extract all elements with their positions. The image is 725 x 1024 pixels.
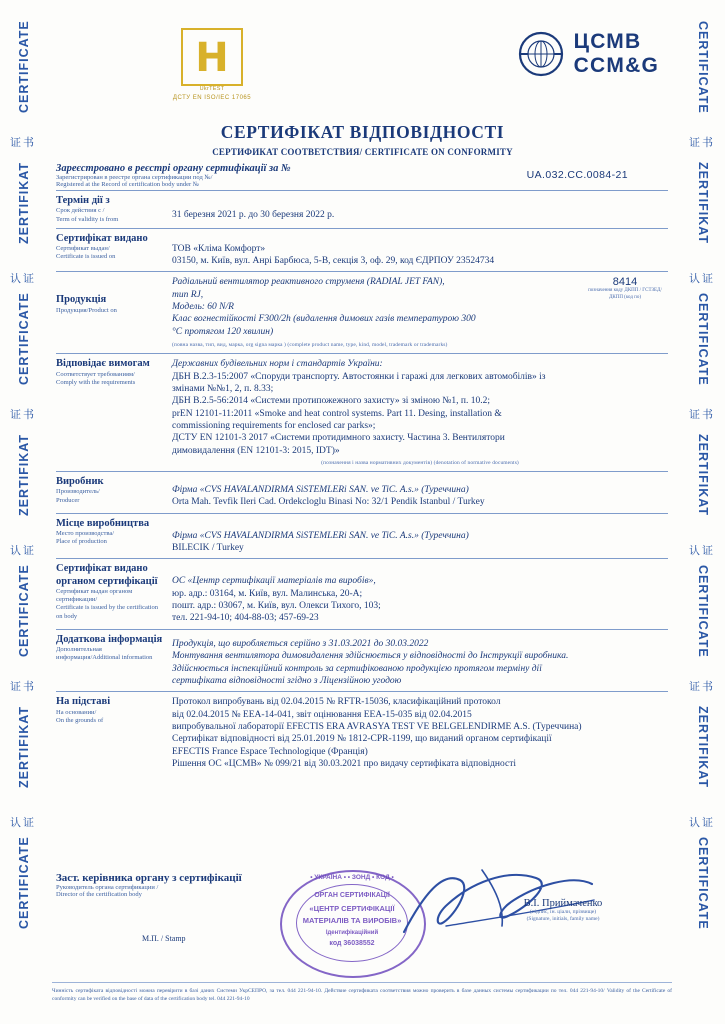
border-cjk: 证书 — [689, 136, 715, 149]
additional-info-row — [56, 634, 668, 687]
divider — [56, 629, 668, 630]
conformity-line: ДБН В.2.5-56:2014 «Системи протипожежного захисту» зі зміною №1, п. 10.2; — [172, 396, 490, 407]
registration-label-en: Registered at the Record of certification body under № — [56, 181, 200, 188]
divider — [56, 558, 668, 559]
signature-label — [56, 872, 668, 898]
border-word: CERTIFICATE — [17, 292, 31, 385]
issuing-body-label — [56, 563, 172, 620]
additional-info-line: сертифіката відповідності згідно з Ліцензійною угодою — [172, 675, 402, 686]
issuing-body-row — [56, 563, 668, 624]
conformity-line: димовидалення (EN 12101-3: 2015, IDT)» — [172, 445, 340, 456]
issuing-body-label-ua: Сертифікат видано органом сертифікації — [56, 563, 158, 587]
product-label — [56, 276, 172, 315]
grounds-row — [56, 696, 668, 770]
manufacturer-label-ua: Виробник — [56, 476, 104, 488]
page-subtitle: СЕРТИФИКАТ СООТВЕТСТВИЯ/ CERTIFICATE ON CONFORMITY — [212, 147, 513, 157]
border-cjk: 证书 — [10, 680, 36, 693]
certification-body-name — [574, 30, 659, 77]
border-word: ZERTIFIKAT — [696, 706, 710, 788]
border-word: CERTIFICATE — [696, 837, 710, 930]
border-word: ZERTIFIKAT — [17, 434, 31, 516]
border-cjk: 认证 — [689, 272, 715, 285]
production-place-line: BILECIK / Turkey — [172, 543, 244, 554]
issued-to-label-ru: Сертификат выдан/ — [56, 245, 110, 252]
product-line: тип RJ, — [172, 289, 204, 300]
manufacturer-value — [172, 476, 668, 509]
stamp-top-text: • УКРАЇНА • • ЗОНД • КОД • — [310, 874, 394, 881]
stamp-line-1: ОРГАН СЕРТИФІКАЦІЇ — [314, 892, 390, 899]
border-word: CERTIFICATE — [17, 20, 31, 113]
grounds-value — [172, 696, 668, 770]
conformity-line: ДБН В.2.3-15:2007 «Споруди транспорту. Автостоянки і гаражі для легкових автомобілів» із — [172, 371, 546, 382]
issuing-body-line: юр. адр.: 03164, м. Київ, вул. Малинська, 20-А; — [172, 588, 363, 599]
additional-info-line: Монтування вентилятора димовидалення здійснюється у відповідності до Інструкції виробника. — [172, 651, 569, 662]
additional-info-line: Здійснюється інспекційний контроль за сертифікованою продукцією протягом терміну дії — [172, 663, 542, 674]
signature-area — [56, 872, 668, 960]
registration-block — [56, 163, 668, 188]
issuing-body-line: ОС «Центр сертифікації матеріалів та виробів», — [172, 576, 376, 587]
issuing-body-label-en: Certificate is issued by the certification on body — [56, 604, 158, 620]
signature-label-ua: Заст. керівника органу з сертифікації — [56, 872, 242, 884]
product-line: Клас вогнестійкості F300/2h (видалення димових газів температурою 300 — [172, 314, 476, 325]
production-place-value — [172, 518, 668, 555]
product-note: (повна назва, тип, вид, марка, org signa марка ) (complete product name, type, kind, model, trademark or trademarks) — [172, 342, 448, 349]
border-word: ZERTIFIKAT — [17, 162, 31, 244]
conformity-line: ДСТУ EN 12101-3 2017 «Системи протидимного захисту. Частина 3. Вентилятори — [172, 433, 505, 444]
validity-label-en: Term of validity is from — [56, 215, 119, 223]
conformity-row — [56, 358, 668, 467]
validity-label-ua: Термін дії з — [56, 195, 110, 206]
issuing-body-line: пошт. адр.: 03067, м. Київ, вул. Олекси Тихого, 103; — [172, 601, 381, 612]
manufacturer-line: Orta Mah. Tevfik Ileri Cad. Ordekcloglu Binasi No: 32/1 Pendik Istanbul / Turkey — [172, 497, 485, 508]
grounds-line: Рішення ОС «ЦСМВ» № 099/21 від 30.03.2021 про видачу сертифіката відповідності — [172, 758, 517, 769]
conformity-label-ru: Соответствует требованиям/ — [56, 370, 135, 378]
conformity-label-ua: Відповідає вимогам — [56, 358, 150, 370]
grounds-line: EFECTIS France Espace Technologique (Франція) — [172, 746, 368, 757]
validity-label — [56, 195, 172, 224]
validity-value: 31 березня 2021 р. до 30 березня 2022 р. — [172, 210, 335, 220]
signatory-caption-en: (Signature, initials, family name) — [526, 916, 600, 923]
manufacturer-label-ru: Производитель/ — [56, 488, 100, 496]
border-cjk: 认证 — [689, 816, 715, 829]
additional-info-label-ua: Додаткова інформація — [56, 633, 163, 645]
conformity-note: (позначення і назва нормативних документів) (denotation of normative documents) — [321, 459, 519, 466]
additional-info-value — [172, 634, 668, 687]
dstu-mark-box — [181, 28, 243, 86]
conformity-value — [172, 358, 668, 467]
grounds-line: Сертифікат відповідності від 25.01.2019 № 1812-CPR-1199, що виданий органом сертифікації — [172, 734, 552, 745]
page-title: СЕРТИФІКАТ ВІДПОВІДНОСТІ — [220, 122, 505, 142]
product-line: °С протягом 120 хвилин) — [172, 326, 274, 337]
issuing-body-line: тел. 221-94-10; 404-88-03; 457-69-23 — [172, 613, 319, 624]
border-cjk: 认证 — [689, 544, 715, 557]
issued-to-value — [172, 233, 668, 268]
manufacturer-line: Фірма «CVS HAVALANDIRMA SiSTEMLERi SAN. ve TiC. A.s.» (Туреччина) — [172, 485, 469, 496]
grounds-line: від 02.04.2015 № EEA-14-041, звіт оцінювання EEA-15-035 від 02.04.2015 — [172, 709, 472, 720]
certificate-body — [56, 163, 668, 774]
conformity-line: Державних будівельних норм і стандартів України: — [172, 359, 383, 370]
stamp-place-label: М.П. / Stamp — [142, 934, 186, 943]
border-cjk: 证书 — [689, 680, 715, 693]
validity-label-ru: Срок действия с / — [56, 207, 105, 215]
grounds-line: Протокол випробувань від 02.04.2015 № RFTR-15036, класифікаційний протокол — [172, 697, 501, 708]
production-place-label-ru: Место производства/ — [56, 530, 115, 538]
border-cjk: 证书 — [10, 136, 36, 149]
border-word: CERTIFICATE — [696, 565, 710, 658]
production-place-row — [56, 518, 668, 555]
company-address: 03150, м. Київ, вул. Анрі Барбюса, 5-В, секція 3, оф. 29, код ЄДРПОУ 23524734 — [172, 255, 495, 266]
signature-label-en: Director of the certification body — [56, 891, 142, 898]
production-place-label — [56, 518, 172, 547]
manufacturer-label-en: Producer — [56, 496, 80, 504]
product-row — [56, 276, 668, 349]
product-line: Радіальний вентилятор реактивного струменя (RADIAL JET FAN), — [172, 277, 445, 288]
registration-number: UA.032.CC.0084-21 — [526, 169, 628, 181]
certificate-header — [56, 20, 669, 116]
product-code-caption: позначення коду ДКПП / ГСТЗЕД/ДКПП (код по) — [588, 288, 662, 300]
border-cjk: 证书 — [689, 408, 715, 421]
divider — [56, 190, 668, 191]
issuing-body-value — [172, 563, 668, 624]
border-cjk: 认证 — [10, 816, 36, 829]
product-code-number: 8414 — [612, 276, 638, 289]
additional-info-label-ru: Дополнительная информация/Additional information — [56, 646, 153, 662]
conformity-line: commissioning requirements for enclosed car parks»; — [172, 420, 376, 431]
border-word: ZERTIFIKAT — [696, 162, 710, 244]
manufacturer-label — [56, 476, 172, 505]
stamp-line-2: «ЦЕНТР СЕРТИФІКАЦІЇ — [309, 904, 395, 913]
border-cjk: 证书 — [10, 408, 36, 421]
logo-line-en: CCM&G — [573, 54, 659, 77]
product-code-block — [582, 276, 668, 301]
conformity-label-en: Comply with the requirements — [56, 378, 136, 386]
conformity-line: змінами №№1, 2, п. 8.33; — [172, 383, 274, 394]
issued-to-label-ua: Сертифікат видано — [56, 232, 148, 244]
production-place-label-ua: Місце виробництва — [56, 517, 150, 529]
signatory-block — [468, 898, 658, 923]
additional-info-label — [56, 634, 172, 663]
divider — [56, 271, 668, 272]
production-place-label-en: Place of production — [56, 538, 107, 546]
conformity-label — [56, 358, 172, 387]
manufacturer-row — [56, 476, 668, 509]
grounds-label-ru: На основании/ — [56, 708, 97, 716]
border-word: CERTIFICATE — [17, 836, 31, 929]
production-place-line: Фірма «CVS HAVALANDIRMA SiSTEMLERi SAN. ve TiC. A.s.» (Туреччина) — [172, 530, 469, 541]
grounds-label-en: On the grounds of — [56, 716, 104, 724]
validity-row — [56, 195, 668, 224]
stamp-line-4: Ідентифікаційний — [325, 930, 379, 936]
divider — [56, 471, 668, 472]
conformity-line: prEN 12101-11:2011 «Smoke and heat control systems. Part 11. Desing, installation & — [172, 408, 502, 419]
issued-to-row — [56, 233, 668, 268]
border-word: ZERTIFIKAT — [17, 706, 31, 788]
border-word: CERTIFICATE — [696, 293, 710, 386]
dstu-conformity-mark — [152, 28, 272, 101]
registration-label-ru: Зарегистрирован в реестре органа сертификации под №/ — [56, 174, 213, 181]
footer-note: Чинність сертифіката відповідності можна перевірити в базі даних Системи УкрСЕПРО, за тел. 044 221-94-10. Действие сертификата соответствия можно проверить в базе данных системы сертификации по тел. 044 221-94-10/ Validity of the Certificate of conformity can be verified on the base of data of the certification body tel. 044 221-94-10 — [52, 988, 672, 1002]
signatory-caption-ru: (підпис, ін. ціали, прізвище) — [529, 909, 597, 915]
divider — [56, 228, 668, 229]
grounds-label — [56, 696, 172, 725]
logo-line-ua: ЦСМВ — [573, 30, 642, 54]
globe-icon — [517, 30, 565, 78]
dstu-mark-subcaption: UkrTEST — [199, 86, 225, 92]
signatory-name: В.І. Приймаченко — [523, 898, 603, 909]
product-label-ua: Продукція — [56, 294, 107, 306]
issued-to-label — [56, 233, 172, 262]
divider — [56, 691, 668, 692]
registration-label-ua: Зареєстровано в реєстрі органу сертифікації за № — [56, 163, 291, 174]
company-name: ТОВ «Кліма Комфорт» — [172, 243, 266, 254]
border-word: ZERTIFIKAT — [696, 434, 710, 516]
border-cjk: 认证 — [10, 544, 36, 557]
border-word: CERTIFICATE — [17, 564, 31, 657]
divider — [56, 513, 668, 514]
additional-info-line: Продукція, що виробляється серійно з 31.03.2021 до 30.03.2022 — [172, 638, 429, 649]
divider — [56, 353, 668, 354]
product-line: Модель: 60 N/R — [172, 302, 234, 312]
border-cjk: 认证 — [10, 272, 36, 285]
product-label-ru: Продукция/Product on — [56, 306, 117, 314]
certification-body-logo — [517, 30, 659, 78]
stamp-line-3: МАТЕРІАЛІВ ТА ВИРОБІВ» — [302, 916, 402, 925]
footer-divider — [52, 982, 672, 983]
grounds-label-ua: На підставі — [56, 696, 111, 708]
grounds-line: випробувальної лабораторії EFECTIS ERA AVRASYA TEST VE BELGELENDIRME A.S. (Туреччина) — [172, 721, 582, 732]
issued-to-label-en: Certificate is issued on — [56, 253, 116, 261]
dstu-mark-glyph: Н — [195, 35, 229, 81]
stamp-line-5: код 36038552 — [329, 940, 375, 947]
border-word: CERTIFICATE — [696, 21, 710, 114]
issuing-body-label-ru: Сертификат выдан органом сертификации/ — [56, 588, 133, 604]
signature-label-ru: Руководитель органа сертификации / — [56, 884, 159, 891]
dstu-mark-caption: ДСТУ EN ISO/IEC 17065 — [172, 95, 252, 101]
